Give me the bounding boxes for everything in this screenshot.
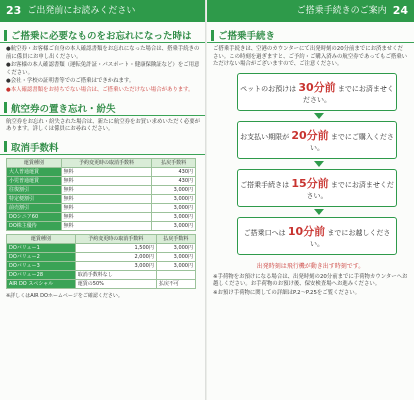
footnote: ※詳しくはAIR DOホームページをご確認ください。 [6,292,123,299]
table-row [7,243,196,252]
table-cell: 3,000円 [156,243,195,252]
section1-body [0,46,207,95]
right-page [207,0,414,400]
left-header [0,0,207,22]
table-header: 予約変更時の取消手数料 [75,234,156,243]
table-header: 予約変更時の取消手数料 [61,158,152,167]
step-prefix: お支払い期限が [240,132,290,141]
table-cell: DOバリュー1 [7,243,76,252]
step-checkin [237,169,397,207]
table-cell [156,270,195,279]
fee-table-1 [6,158,196,231]
table-cell: 前売割引 [7,203,62,212]
table-cell: 3,000円 [152,212,196,221]
table-cell: 3,000円 [152,203,196,212]
step-prefix: ご搭乗手続きは [240,180,290,189]
table-cell: 無料 [61,221,152,230]
step-pet [237,73,397,111]
section-title: ご搭乗手続き [218,31,276,42]
departure-caption: 出発時刻は飛行機が動き出す時刻です。 [256,262,365,270]
table-cell: 運賃の50% [75,279,156,288]
step-suffix: までにお済ませください。 [306,180,394,200]
table-cell: 3,000円 [156,252,195,261]
table-cell: 1,500円 [75,243,156,252]
table-cell: 無料 [61,194,152,203]
table-cell: 3,000円 [75,261,156,270]
table-cell: 3,000円 [152,221,196,230]
section-marker [211,30,214,41]
step-time: 20分前 [291,128,329,142]
table-cell: 大人普通運賃 [7,167,62,176]
step-time: 15分前 [291,176,329,190]
section-checkin [207,28,414,43]
section-marker [4,30,7,41]
table-row [7,270,196,279]
section-title: 取消手数料 [11,142,59,154]
table-cell: 小児普通運賃 [7,176,62,185]
warning-text: ●本人確認書類をお持ちでない場合は、ご搭乗いただけない場合があります。 [6,86,194,93]
para-2: ●お客様の本人確認書類（運転免許証・パスポート・健康保険証など）をご用意ください。 [6,62,200,76]
table-cell: 払戻不可 [156,279,195,288]
section-title: 航空券の置き忘れ・紛失 [11,103,116,115]
table-row [7,279,196,288]
table-row [7,221,196,230]
right-header [207,0,414,22]
table-row [7,252,196,261]
table-cell: DO株主優待 [7,221,62,230]
header-title: ご搭乗手続きのご案内 [296,6,387,16]
table-row [7,176,196,185]
table-cell: 往復割引 [7,185,62,194]
step-time: 30分前 [298,80,336,94]
table-cell: 2,000円 [75,252,156,261]
checkin-intro: ご搭乗手続きは、空港のカウンターにて出発時刻の20分前までにお済ませください。この時刻を過ぎますと、ご予約・ご購入済みの航空券であってもご搭乗いただけない場合がございますので、ご注意ください。 [213,46,408,68]
table-cell: DOバリュー3 [7,261,76,270]
table-cell: 無料 [61,185,152,194]
section-title: ご搭乗に必要なものをお忘れになった時は [11,31,192,42]
table-cell: 特定便割引 [7,194,62,203]
table-cell: 無料 [61,203,152,212]
table-cell: 430円 [152,167,196,176]
table-header: 運賃種別 [7,158,62,167]
table-cell: 取消手数料なし [75,270,156,279]
table-row [7,261,196,270]
section2-body [0,119,207,134]
fee-table-2 [6,234,196,289]
notes [207,274,414,298]
para-1: ●航空券・お客様ご自身の本人確認書類をお忘れになった場合は、搭乗手続きの前に係員にお申し出ください。 [6,46,200,60]
table-cell: AIR DO スペシャル [7,279,76,288]
table-cell: 3,000円 [156,261,195,270]
table-header: 払戻手数料 [156,234,195,243]
section-forgotten-items [0,28,207,43]
note-2: ※お預け手荷物に関しての詳細はP.2〜P.25をご覧ください。 [213,289,361,296]
step-suffix: までにお済ませください。 [303,84,394,104]
table-cell: 3,000円 [152,194,196,203]
step-suffix: までにご購入ください。 [310,132,394,152]
table-cell: DOバリュー28 [7,270,76,279]
step-prefix: ご搭乗口へは [243,228,286,237]
note-1: ※手荷物をお預けになる場合は、出発時刻の20分前までに手荷物カウンターへお越しください。お手荷物のお預け後、保安検査場へお進みください。 [213,273,408,288]
table-cell: 3,000円 [152,185,196,194]
header-title: ご出発前にお読みください [27,6,136,16]
table-row [7,194,196,203]
table-cell: 無料 [61,176,152,185]
step-time: 10分前 [287,224,326,238]
page-number: 23 [6,4,22,17]
table-header: 運賃種別 [7,234,76,243]
section-marker [4,102,7,113]
table-row [7,185,196,194]
table-row [7,167,196,176]
section-cancellation-fee [0,140,207,155]
step-payment [237,121,397,159]
table-cell: 無料 [61,167,152,176]
para: 航空券をお忘れ・紛失された場合は、新たに航空券をお買い求めいただく必要があります。詳しくは係員にお尋ねください。 [6,118,201,133]
table-cell: 無料 [61,212,152,221]
step-suffix: までにお越しください。 [310,228,391,248]
section-lost-ticket [0,101,207,116]
page-number: 24 [392,4,408,17]
section-marker [4,141,7,152]
table-cell: 430円 [152,176,196,185]
step-boarding-gate [237,217,397,255]
table-row [7,203,196,212]
table-cell: DOシニア60 [7,212,62,221]
table-cell: DOバリュー2 [7,252,76,261]
step-prefix: ペットのお預けは [240,84,297,93]
table-header: 払戻手数料 [152,158,196,167]
checkin-timeline [207,73,414,255]
table-row [7,212,196,221]
para-3: ●会社・学校の証明書等でのご搭乗はできかねます。 [6,78,135,85]
